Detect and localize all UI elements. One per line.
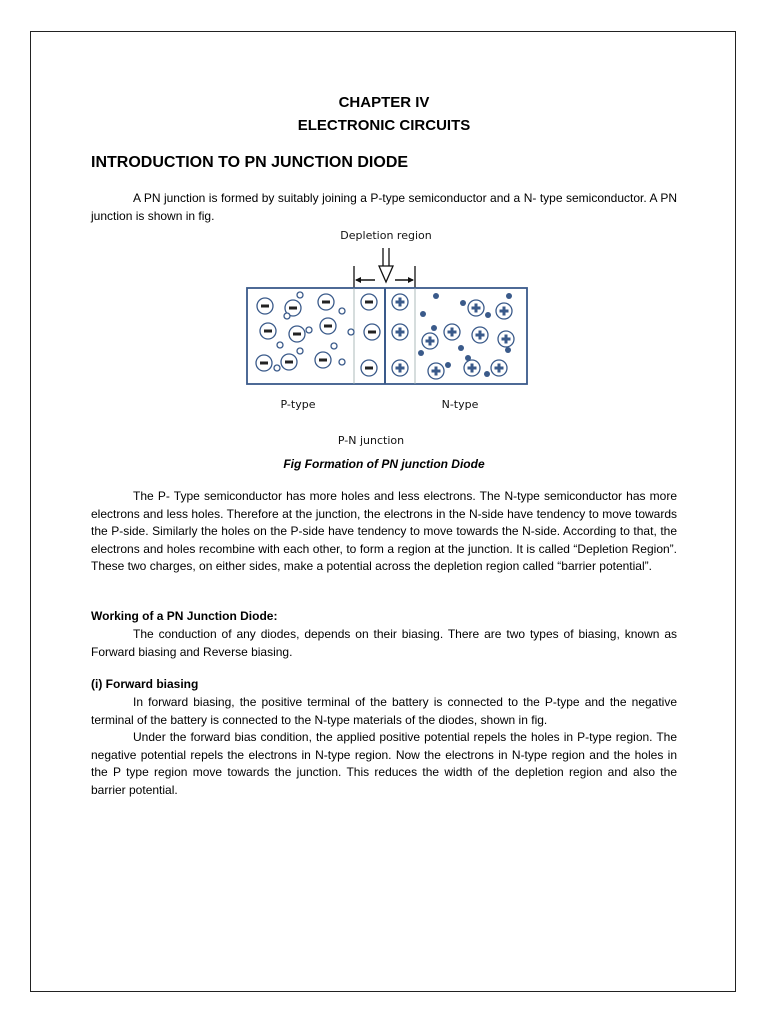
hole [277,342,283,348]
hole [306,327,312,333]
minus-sign [319,359,327,362]
intro-paragraph: A PN junction is formed by suitably joining a P-type semiconductor and a N- type semiconductor. A PN junction is shown in fig. [91,191,677,223]
minus-sign [322,301,330,304]
plus-sign [451,328,454,337]
working-heading: Working of a PN Junction Diode: [91,609,278,623]
electron [431,325,437,331]
minus-sign [293,333,301,336]
hole [297,348,303,354]
plus-sign [399,298,402,307]
forward-paragraph-2: Under the forward bias condition, the applied positive potential repels the holes in P-type region. The negative potential repels the electrons in N-type region. Now the electrons in N-type region and the holes in the P type region move towards the junction. This reduces the width of the depletion region and also the barrier potential. [91,730,677,797]
plus-sign [435,367,438,376]
plus-sign [429,337,432,346]
minus-sign [368,331,376,334]
chapter-number: CHAPTER IV [338,94,430,111]
forward-biasing-heading: (i) Forward biasing [91,677,199,691]
electron [505,347,511,353]
figure-caption: Fig Formation of PN junction Diode [283,457,485,471]
plus-sign [471,364,474,373]
depletion-region-label: Depletion region [340,229,432,242]
plus-sign [503,307,506,316]
electron [460,300,466,306]
section-title: INTRODUCTION TO PN JUNCTION DIODE [91,154,409,171]
plus-sign [475,304,478,313]
hole [339,308,345,314]
minus-sign [261,305,269,308]
working-paragraph: The conduction of any diodes, depends on their biasing. There are two types of biasing, known as Forward biasing and Reverse biasing. [91,627,677,659]
electron [433,293,439,299]
electron [418,350,424,356]
plus-sign [479,331,482,340]
n-type-label: N-type [441,398,479,411]
electron [420,311,426,317]
electron [485,312,491,318]
minus-sign [264,330,272,333]
chapter-title: ELECTRONIC CIRCUITS [297,117,471,134]
p-type-label: P-type [280,398,316,411]
plus-sign [399,364,402,373]
minus-sign [365,301,373,304]
electron [506,293,512,299]
plus-sign [505,335,508,344]
minus-sign [365,367,373,370]
electron [445,362,451,368]
plus-sign [498,364,501,373]
minus-sign [289,307,297,310]
minus-sign [324,325,332,328]
pn-junction-label: P-N junction [337,434,405,447]
minus-sign [260,362,268,365]
hole [331,343,337,349]
plus-sign [399,328,402,337]
explanation-paragraph: The P- Type semiconductor has more holes and less electrons. The N-type semiconductor has more electrons and less holes. Therefore at the junction, the electrons in the N-side have tendency to move towards the P-side. Similarly the holes on the P-side have tendency to move towards the N-side. According to that, the electrons and holes recombine with each other, to form a region at the junction. It is called “Depletion Region”. These two charges, on either sides, make a potential across the depletion region called “barrier potential”. [91,489,677,573]
hole [339,359,345,365]
hole [297,292,303,298]
minus-sign [285,361,293,364]
forward-paragraph-1: In forward biasing, the positive terminal of the battery is connected to the P-type and the negative terminal of the battery is connected to the N-type materials of the diodes, shown in fig. [91,695,677,727]
down-arrow-icon [379,248,393,282]
electron [458,345,464,351]
hole [274,365,280,371]
electron [484,371,490,377]
pn-junction-figure [240,224,540,454]
electron [465,355,471,361]
hole [284,313,290,319]
hole [348,329,354,335]
